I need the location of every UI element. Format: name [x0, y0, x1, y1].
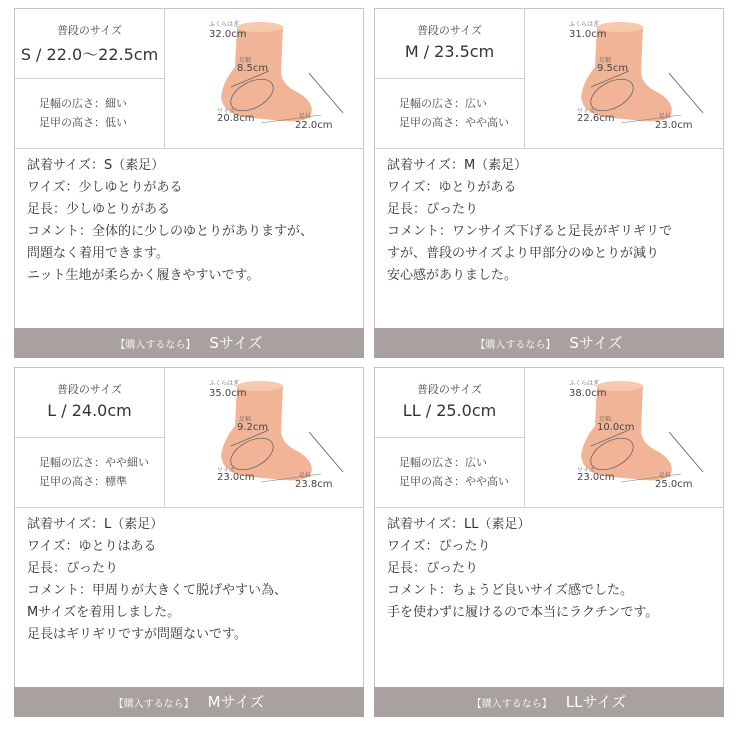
- foot-measurement-area: [165, 368, 363, 508]
- ankle-width-label: 足幅: [599, 57, 612, 64]
- comment-line: 足長：ぴったり: [387, 561, 479, 576]
- comment-line: 安心感がありました。: [387, 268, 518, 283]
- foot-measurement-area: [525, 368, 723, 508]
- foot-length-label: 足長: [659, 113, 672, 120]
- ankle-width-label: 足幅: [599, 416, 612, 423]
- usual-size-value: S / 22.0〜22.5cm: [20, 45, 159, 64]
- recommended-size-caption: 【購入するなら】: [113, 699, 194, 710]
- usual-size-caption: 普段のサイズ: [56, 24, 123, 37]
- wise-label: ワイズ: [217, 108, 235, 115]
- comment-line: 足長はギリギリですが問題ないです。: [27, 627, 247, 642]
- usual-size-caption: 普段のサイズ: [416, 24, 483, 37]
- instep-height-label: 足甲の高さ：やや高い: [399, 116, 509, 129]
- foot-illustration-icon: [525, 368, 723, 508]
- comment-line: すが、普段のサイズより甲部分のゆとりが減り: [387, 246, 659, 261]
- comment-line: ワイズ：ゆとりはある: [27, 539, 157, 554]
- usual-size-box: [375, 9, 525, 79]
- usual-size-box: [375, 368, 525, 438]
- comment-line: ワイズ：少しゆとりがある: [27, 180, 183, 195]
- review-card: [14, 8, 364, 358]
- ankle-width-label: 足幅: [239, 57, 252, 64]
- wise-value: 20.8cm: [217, 113, 255, 124]
- comment-line: 足長：ぴったり: [27, 561, 119, 576]
- foot-shape-box: [15, 438, 165, 508]
- usual-size-value: M / 23.5cm: [404, 42, 495, 61]
- comment-line: 試着サイズ：S（素足）: [27, 158, 165, 173]
- comment-line: 問題なく着用できます。: [27, 246, 169, 261]
- foot-length-value: 25.0cm: [655, 479, 693, 490]
- foot-width-label: 足幅の広さ：細い: [39, 97, 127, 110]
- comment-line: Mサイズを着用しました。: [27, 605, 181, 620]
- foot-illustration-icon: [165, 368, 363, 508]
- comment-line: コメント：全体的に少しのゆとりがありますが、: [27, 224, 314, 239]
- review-comments: [27, 155, 357, 287]
- ankle-width-value: 10.0cm: [597, 422, 635, 433]
- recommended-size-caption: 【購入するなら】: [115, 340, 196, 351]
- comment-line: 手を使わずに履けるので本当にラクチンです。: [387, 605, 659, 620]
- usual-size-box: [15, 368, 165, 438]
- calf-value: 31.0cm: [569, 29, 607, 40]
- ankle-width-value: 9.2cm: [237, 422, 269, 433]
- review-card: [14, 367, 364, 717]
- foot-width-label: 足幅の広さ：広い: [399, 97, 487, 110]
- instep-height-label: 足甲の高さ：やや高い: [399, 475, 509, 488]
- comment-line: ニット生地が柔らかく履きやすいです。: [27, 268, 260, 283]
- recommended-size-bar: [14, 687, 364, 717]
- comment-line: 試着サイズ：L（素足）: [27, 517, 164, 532]
- calf-value: 38.0cm: [569, 388, 607, 399]
- review-card: [374, 367, 724, 717]
- wise-label: ワイズ: [577, 108, 595, 115]
- instep-height-label: 足甲の高さ：標準: [39, 475, 127, 488]
- calf-label: ふくらはぎ: [569, 21, 600, 28]
- recommended-size-bar: [374, 328, 724, 358]
- usual-size-value: L / 24.0cm: [47, 401, 132, 420]
- review-card: [374, 8, 724, 358]
- wise-value: 23.0cm: [577, 472, 615, 483]
- recommended-size-value: Mサイズ: [207, 693, 265, 711]
- foot-measurement-area: [525, 9, 723, 149]
- foot-illustration-icon: [525, 9, 723, 149]
- foot-measurement-area: [165, 9, 363, 149]
- foot-length-label: 足長: [659, 472, 672, 479]
- wise-value: 22.6cm: [577, 113, 615, 124]
- review-comments: [27, 514, 357, 646]
- comment-line: ワイズ：ぴったり: [387, 539, 491, 554]
- wise-value: 23.0cm: [217, 472, 255, 483]
- instep-height-label: 足甲の高さ：低い: [39, 116, 127, 129]
- calf-label: ふくらはぎ: [569, 380, 600, 387]
- recommended-size-value: Sサイズ: [209, 334, 263, 352]
- wise-label: ワイズ: [217, 467, 235, 474]
- foot-shape-box: [375, 79, 525, 149]
- review-comments: [387, 155, 717, 287]
- wise-label: ワイズ: [577, 467, 595, 474]
- recommended-size-caption: 【購入するなら】: [475, 340, 556, 351]
- recommended-size-caption: 【購入するなら】: [471, 699, 552, 710]
- ankle-width-value: 8.5cm: [237, 63, 269, 74]
- recommended-size-bar: [374, 687, 724, 717]
- comment-line: ワイズ：ゆとりがある: [387, 180, 517, 195]
- foot-illustration-icon: [165, 9, 363, 149]
- calf-value: 32.0cm: [209, 29, 247, 40]
- recommended-size-value: Sサイズ: [569, 334, 623, 352]
- comment-line: 試着サイズ：M（素足）: [387, 158, 528, 173]
- comment-line: 試着サイズ：LL（素足）: [387, 517, 531, 532]
- recommended-size-bar: [14, 328, 364, 358]
- usual-size-value: LL / 25.0cm: [402, 401, 497, 420]
- calf-label: ふくらはぎ: [209, 21, 240, 28]
- comment-line: コメント：ワンサイズ下げると足長がギリギリで: [387, 224, 672, 239]
- foot-length-label: 足長: [299, 472, 312, 479]
- foot-width-label: 足幅の広さ：広い: [399, 456, 487, 469]
- foot-shape-box: [15, 79, 165, 149]
- foot-length-value: 23.0cm: [655, 120, 693, 131]
- comment-line: コメント：甲周りが大きくて脱げやすい為、: [27, 583, 288, 598]
- foot-length-value: 23.8cm: [295, 479, 333, 490]
- foot-width-label: 足幅の広さ：やや細い: [39, 456, 149, 469]
- review-comments: [387, 514, 717, 624]
- comment-line: コメント：ちょうど良いサイズ感でした。: [387, 583, 633, 598]
- recommended-size-value: LLサイズ: [565, 693, 627, 711]
- foot-length-value: 22.0cm: [295, 120, 333, 131]
- foot-shape-box: [375, 438, 525, 508]
- usual-size-box: [15, 9, 165, 79]
- comment-line: 足長：ぴったり: [387, 202, 479, 217]
- usual-size-caption: 普段のサイズ: [56, 383, 123, 396]
- usual-size-caption: 普段のサイズ: [416, 383, 483, 396]
- calf-label: ふくらはぎ: [209, 380, 240, 387]
- ankle-width-value: 9.5cm: [597, 63, 629, 74]
- calf-value: 35.0cm: [209, 388, 247, 399]
- comment-line: 足長：少しゆとりがある: [27, 202, 171, 217]
- ankle-width-label: 足幅: [239, 416, 252, 423]
- foot-length-label: 足長: [299, 113, 312, 120]
